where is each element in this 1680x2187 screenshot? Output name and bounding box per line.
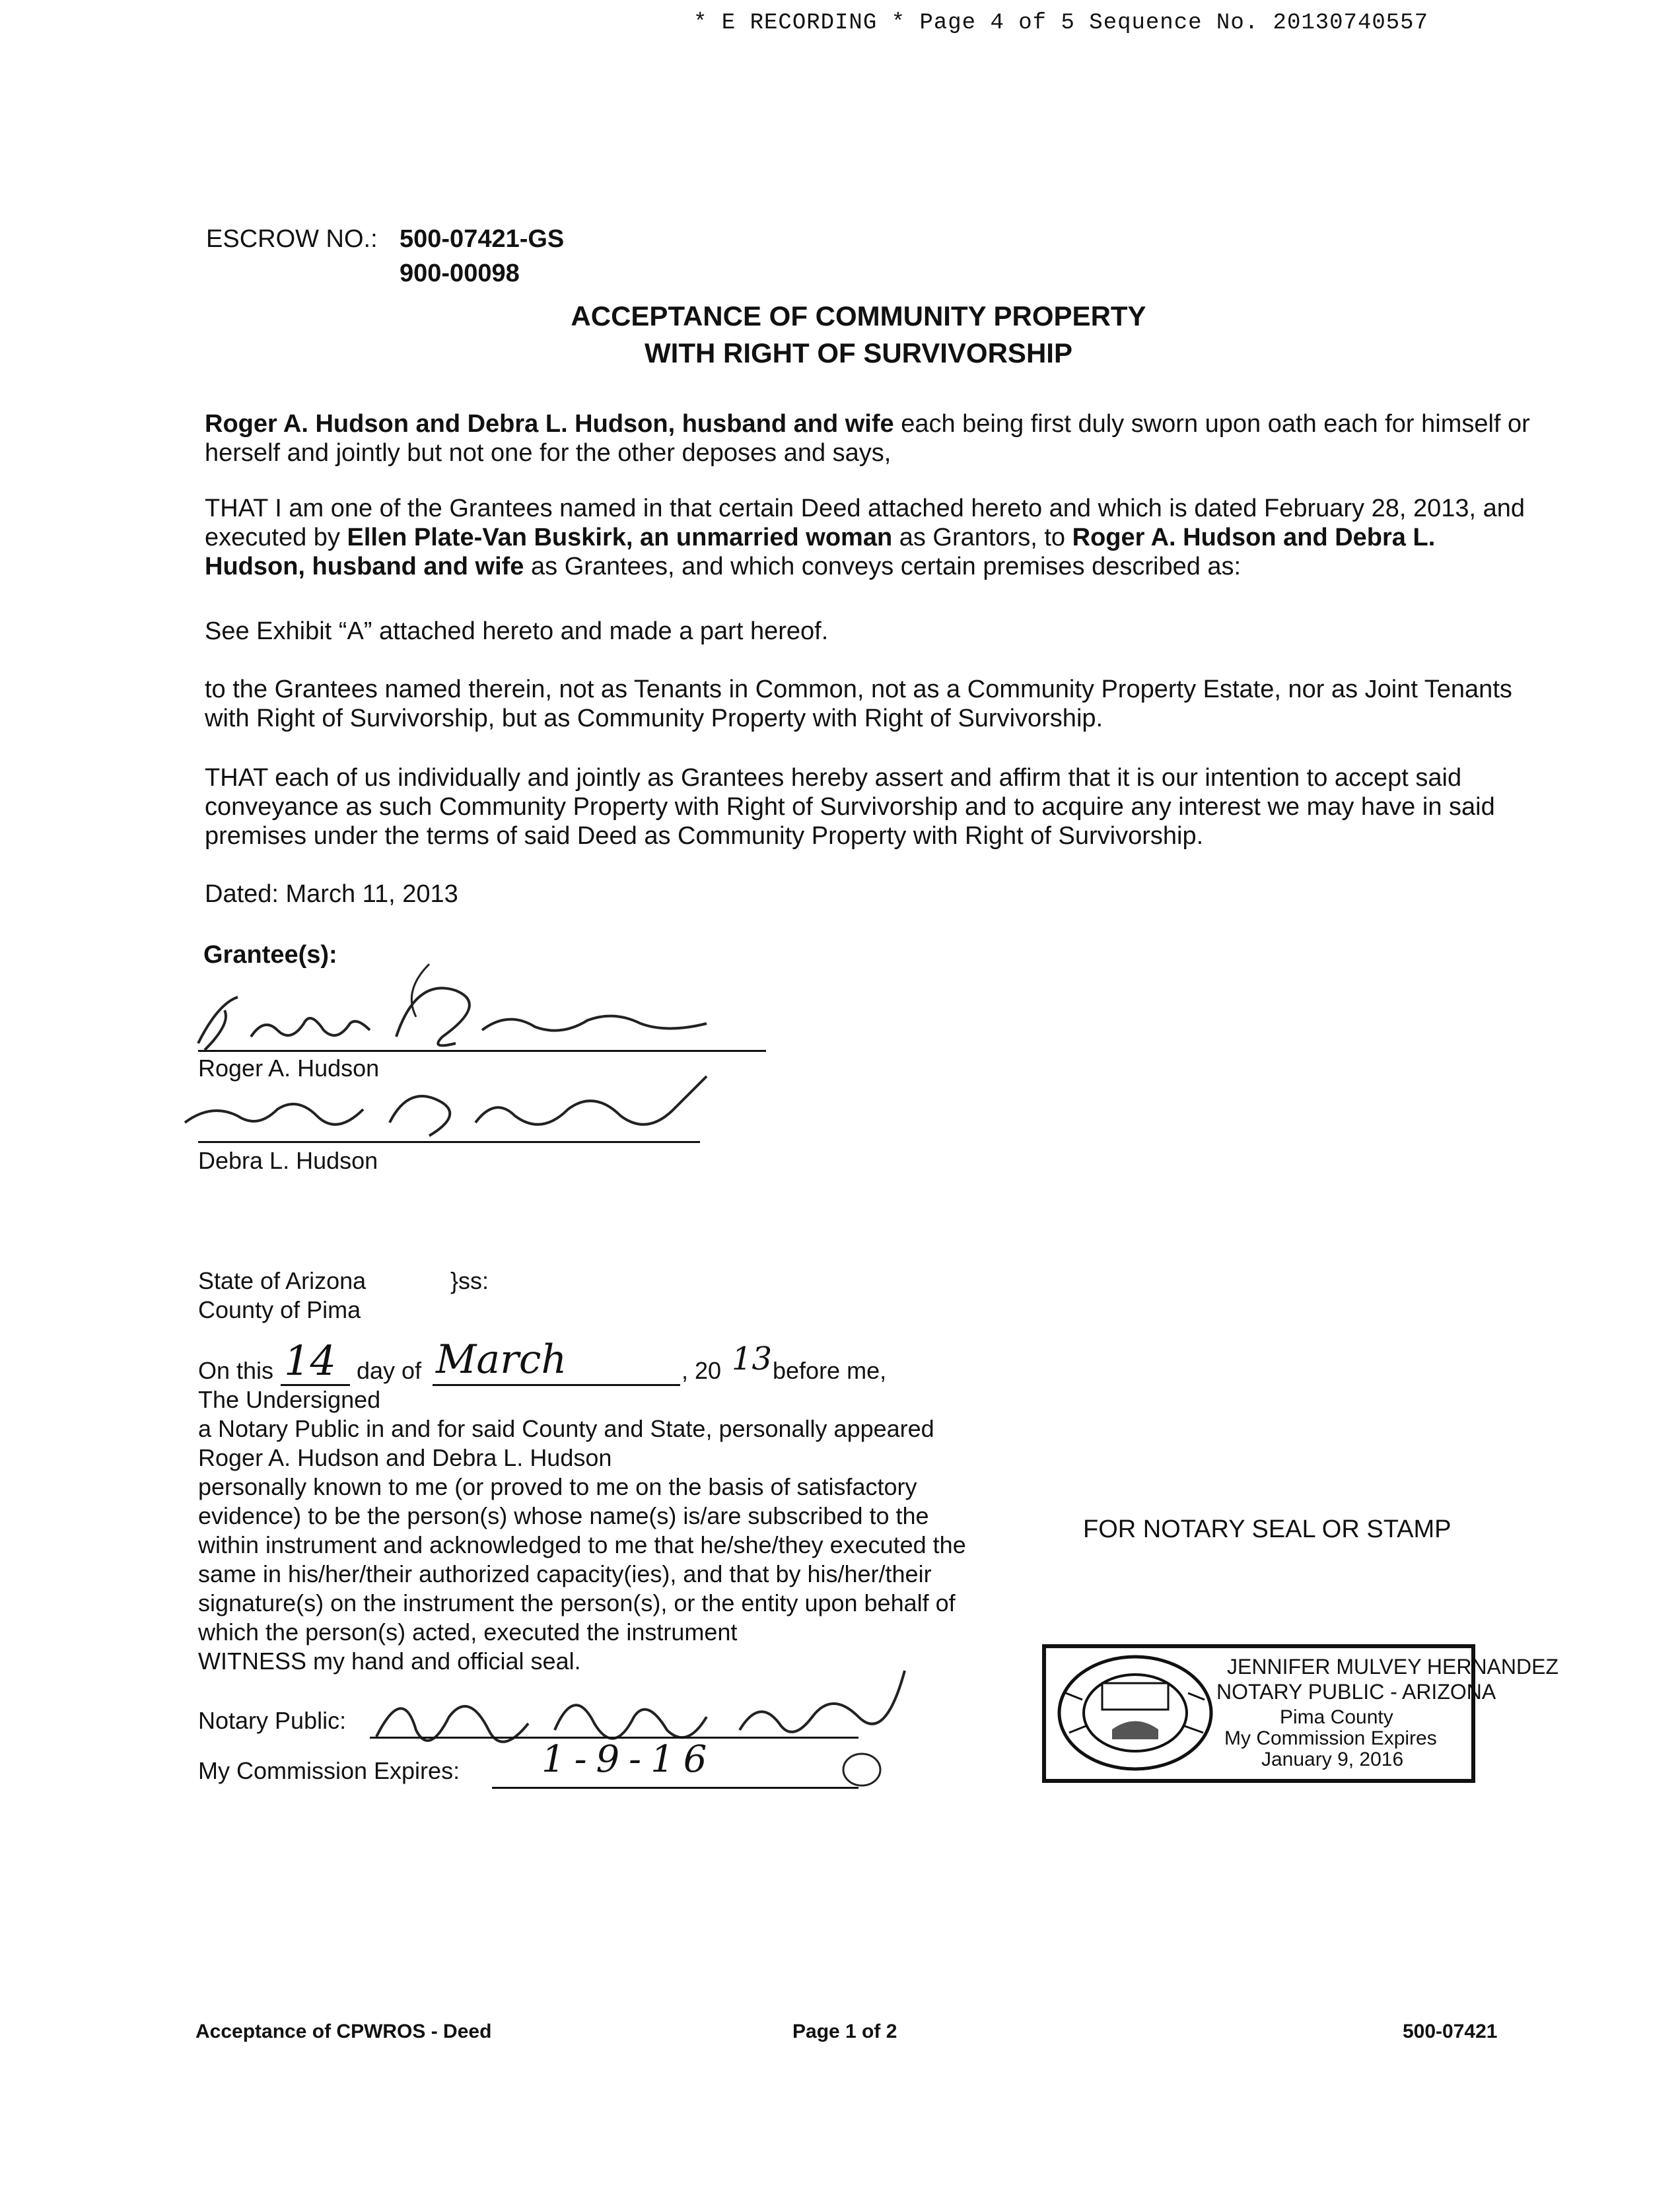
notary-text-line-9: WITNESS my hand and official seal. xyxy=(198,1648,581,1675)
stamp-notary-title: NOTARY PUBLIC - ARIZONA xyxy=(1216,1680,1496,1704)
grantee-1-name: Roger A. Hudson xyxy=(198,1055,380,1082)
notary-month-line xyxy=(433,1384,680,1386)
escrow-number-2: 900-00098 xyxy=(400,260,520,287)
footer-document-name: Acceptance of CPWROS - Deed xyxy=(195,2021,492,2042)
paragraph-deponents xyxy=(205,409,1539,468)
debra-signature-line xyxy=(198,1141,700,1143)
grantor-name: Ellen Plate-Van Buskirk, an unmarried woman xyxy=(347,524,893,551)
deed-text-c: as Grantors, to xyxy=(892,524,1072,551)
notary-day-handwritten: 14 xyxy=(284,1336,336,1385)
dated-line: Dated: March 11, 2013 xyxy=(205,880,458,908)
escrow-label: ESCROW NO.: xyxy=(206,225,378,253)
notary-text-line-8: which the person(s) acted, executed the instrument xyxy=(198,1618,738,1646)
notary-text-line-6: same in his/her/their authorized capacity(ies), and that by his/her/their xyxy=(198,1560,932,1587)
paragraph-affirmation: THAT each of us individually and jointly as Grantees hereby assert and affirm that it is our intention to accept said conveyance as such Community Property with Right of Survivorship and to acquire any interest we may have in said premises under the terms of said Deed as Community Property with Right of Survivorship. xyxy=(205,764,1495,850)
stamp-notary-name: JENNIFER MULVEY HERNANDEZ xyxy=(1227,1655,1558,1679)
notary-seal-label: FOR NOTARY SEAL OR STAMP xyxy=(1083,1515,1452,1543)
notary-text-line-3: personally known to me (or proved to me on the basis of satisfactory xyxy=(198,1473,917,1500)
notary-month-handwritten: March xyxy=(436,1336,567,1383)
deponents-names: Roger A. Hudson and Debra L. Hudson, husband and wife xyxy=(205,410,894,438)
deed-text-a: THAT I am one of the Grantees named in that certain Deed attached hereto and which is dated February 28, 2013, and executed by xyxy=(205,495,1525,551)
notary-text-line-1: a Notary Public in and for said County and State, personally appeared xyxy=(198,1415,934,1442)
notary-ss: }ss: xyxy=(450,1267,489,1294)
notary-text-line-2: Roger A. Hudson and Debra L. Hudson xyxy=(198,1444,612,1471)
stamp-expires-date: January 9, 2016 xyxy=(1261,1749,1404,1770)
commission-expires-handwritten: 1-9-16 xyxy=(542,1738,717,1781)
grantees-label: Grantee(s): xyxy=(203,941,337,969)
stamp-county: Pima County xyxy=(1280,1706,1393,1728)
paragraph-deed xyxy=(205,494,1539,581)
deponents-text: each being first duly sworn upon oath each for himself or herself and jointly but not one for the other deposes and says, xyxy=(205,410,1530,467)
escrow-number-1: 500-07421-GS xyxy=(400,225,565,253)
deed-text-e: as Grantees, and which conveys certain premises described as: xyxy=(524,553,1242,580)
notary-year-handwritten: 13 xyxy=(732,1340,773,1377)
notary-text-line-4: evidence) to be the person(s) whose name(s) is/are subscribed to the xyxy=(198,1502,929,1529)
paragraph-grantees-tenancy: to the Grantees named therein, not as Tenants in Common, not as a Community Property Estate, nor as Joint Tenants with Right of Survivorship, but as Community Property with Right of Survivorship. xyxy=(205,676,1512,732)
stamp-expires-label: My Commission Expires xyxy=(1224,1727,1437,1749)
notary-public-label: Notary Public: xyxy=(198,1707,347,1734)
notary-day-of: day of xyxy=(357,1357,422,1384)
paragraph-exhibit: See Exhibit “A” attached hereto and made a part hereof. xyxy=(205,617,829,645)
notary-on-this: On this xyxy=(198,1357,274,1384)
recording-banner: * E RECORDING * Page 4 of 5 Sequence No. 20130740557 xyxy=(693,11,1428,36)
footer-page-number: Page 1 of 2 xyxy=(792,2021,897,2042)
commission-expires-label: My Commission Expires: xyxy=(198,1757,460,1784)
notary-stamp xyxy=(1042,1644,1558,1783)
document-title-line-1: ACCEPTANCE OF COMMUNITY PROPERTY xyxy=(571,300,1146,331)
grantee-names: Roger A. Hudson and Debra L. Hudson, husband and wife xyxy=(205,524,1436,580)
footer-escrow-number: 500-07421 xyxy=(1403,2021,1498,2042)
notary-year-prefix: , 20 xyxy=(682,1357,722,1384)
notary-before-me: before me, xyxy=(773,1357,887,1384)
grantee-2-name: Debra L. Hudson xyxy=(198,1147,378,1174)
notary-text-line-5: within instrument and acknowledged to me that he/she/they executed the xyxy=(198,1531,966,1558)
notary-county: County of Pima xyxy=(198,1296,361,1323)
commission-expires-line xyxy=(492,1787,858,1789)
great-seal-of-arizona-icon xyxy=(1053,1653,1218,1772)
roger-signature-line xyxy=(198,1050,766,1052)
notary-undersigned: The Undersigned xyxy=(198,1386,381,1413)
notary-text-line-7: signature(s) on the instrument the person(s), or the entity upon behalf of xyxy=(198,1589,956,1616)
notary-state: State of Arizona xyxy=(198,1267,367,1294)
document-title-line-2: WITH RIGHT OF SURVIVORSHIP xyxy=(645,337,1072,368)
